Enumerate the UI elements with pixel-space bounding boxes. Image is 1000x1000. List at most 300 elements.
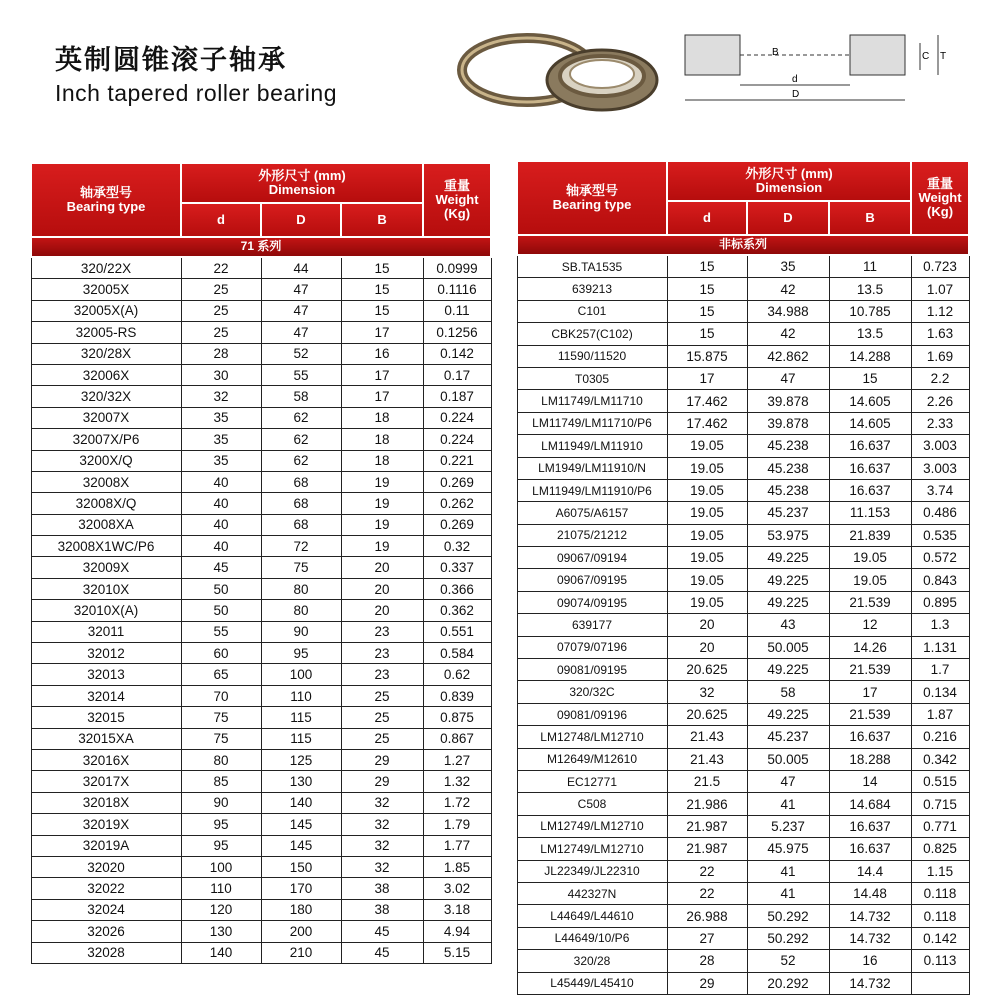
- cell-D: 47: [261, 279, 341, 300]
- cell-D: 58: [747, 681, 829, 703]
- table-row: [517, 502, 969, 524]
- cell-bearing-type: EC12771: [517, 770, 667, 792]
- table-row: [31, 728, 491, 749]
- table-row: [31, 407, 491, 428]
- cell-D: 130: [261, 771, 341, 792]
- cell-bearing-type: 32014: [31, 685, 181, 706]
- cell-bearing-type: 32019X: [31, 814, 181, 835]
- cell-bearing-type: 32020: [31, 856, 181, 877]
- cell-d: 22: [181, 257, 261, 279]
- table-row: [517, 367, 969, 389]
- table-row: [517, 838, 969, 860]
- cell-bearing-type: 21075/21212: [517, 524, 667, 546]
- cell-d: 19.05: [667, 591, 747, 613]
- cell-bearing-type: M12649/M12610: [517, 748, 667, 770]
- cell-weight: 2.33: [911, 412, 969, 434]
- bearing-cross-section-diagram: [680, 25, 950, 115]
- cell-B: 20: [341, 600, 423, 621]
- table-row: [517, 345, 969, 367]
- cell-B: 15: [341, 300, 423, 321]
- table-row: [517, 300, 969, 322]
- cell-B: 10.785: [829, 300, 911, 322]
- cell-D: 42: [747, 323, 829, 345]
- cell-d: 21.43: [667, 726, 747, 748]
- cell-D: 20.292: [747, 972, 829, 994]
- cell-weight: 0.875: [423, 707, 491, 728]
- col-header-dimension: 外形尺寸 (mm) Dimension: [181, 163, 423, 203]
- cell-bearing-type: T0305: [517, 367, 667, 389]
- cell-weight: 0.867: [423, 728, 491, 749]
- cell-B: 23: [341, 621, 423, 642]
- cell-D: 49.225: [747, 569, 829, 591]
- cell-B: 14.288: [829, 345, 911, 367]
- table-row: [31, 771, 491, 792]
- cell-d: 32: [667, 681, 747, 703]
- cell-bearing-type: 320/32X: [31, 386, 181, 407]
- cell-D: 95: [261, 643, 341, 664]
- diagram-label-C: C: [922, 51, 930, 62]
- table-row: [517, 479, 969, 501]
- cell-B: 19: [341, 536, 423, 557]
- cell-bearing-type: LM11749/LM11710/P6: [517, 412, 667, 434]
- cell-D: 47: [261, 322, 341, 343]
- table-row: [517, 703, 969, 725]
- cell-weight: 0.515: [911, 770, 969, 792]
- table-row: [517, 770, 969, 792]
- cell-B: 16: [341, 343, 423, 364]
- cell-weight: 1.77: [423, 835, 491, 856]
- cell-bearing-type: LM11749/LM11710: [517, 390, 667, 412]
- table-row: [31, 749, 491, 770]
- col-header-d: d: [181, 203, 261, 237]
- cell-B: 32: [341, 856, 423, 877]
- cell-d: 20.625: [667, 659, 747, 681]
- cell-D: 47: [747, 770, 829, 792]
- cell-B: 18.288: [829, 748, 911, 770]
- cell-bearing-type: 32007X: [31, 407, 181, 428]
- cell-d: 40: [181, 493, 261, 514]
- table-row: [517, 636, 969, 658]
- cell-B: 16.637: [829, 457, 911, 479]
- table-row: [31, 899, 491, 920]
- cell-B: 19.05: [829, 547, 911, 569]
- table-row: [31, 643, 491, 664]
- cell-weight: 0.771: [911, 815, 969, 837]
- cell-weight: 0.216: [911, 726, 969, 748]
- cell-bearing-type: 3200X/Q: [31, 450, 181, 471]
- cell-weight: 0.1116: [423, 279, 491, 300]
- table-nonstandard-series: [516, 160, 970, 995]
- table-row: [517, 882, 969, 904]
- cell-bearing-type: L45449/L45410: [517, 972, 667, 994]
- table-row: [517, 748, 969, 770]
- cell-d: 75: [181, 728, 261, 749]
- table-row: [517, 927, 969, 949]
- cell-bearing-type: 32009X: [31, 557, 181, 578]
- cell-d: 17.462: [667, 412, 747, 434]
- table-row: [31, 621, 491, 642]
- cell-d: 50: [181, 600, 261, 621]
- cell-d: 26.988: [667, 905, 747, 927]
- cell-d: 20.625: [667, 703, 747, 725]
- table-row: [517, 726, 969, 748]
- cell-d: 85: [181, 771, 261, 792]
- cell-weight: 0.572: [911, 547, 969, 569]
- cell-d: 20: [667, 614, 747, 636]
- cell-d: 19.05: [667, 457, 747, 479]
- table-row: [31, 536, 491, 557]
- cell-B: 17: [341, 364, 423, 385]
- cell-weight: 1.87: [911, 703, 969, 725]
- cell-D: 140: [261, 792, 341, 813]
- col-header-B: B: [829, 201, 911, 235]
- cell-d: 100: [181, 856, 261, 877]
- cell-B: 32: [341, 792, 423, 813]
- table-row: [517, 435, 969, 457]
- cell-weight: 0.32: [423, 536, 491, 557]
- cell-B: 12: [829, 614, 911, 636]
- cell-D: 90: [261, 621, 341, 642]
- cell-B: 20: [341, 578, 423, 599]
- cell-D: 39.878: [747, 390, 829, 412]
- cell-bearing-type: 09081/09195: [517, 659, 667, 681]
- cell-d: 70: [181, 685, 261, 706]
- cell-B: 38: [341, 899, 423, 920]
- cell-B: 18: [341, 407, 423, 428]
- cell-bearing-type: 32005-RS: [31, 322, 181, 343]
- cell-d: 25: [181, 322, 261, 343]
- table-row: [517, 412, 969, 434]
- table-row: [31, 792, 491, 813]
- cell-bearing-type: 320/22X: [31, 257, 181, 279]
- cell-D: 80: [261, 578, 341, 599]
- cell-bearing-type: 32024: [31, 899, 181, 920]
- cell-bearing-type: 639177: [517, 614, 667, 636]
- cell-B: 17: [829, 681, 911, 703]
- cell-B: 25: [341, 707, 423, 728]
- cell-weight: 0.584: [423, 643, 491, 664]
- cell-weight: 0.895: [911, 591, 969, 613]
- table-row: [31, 450, 491, 471]
- cell-d: 19.05: [667, 479, 747, 501]
- cell-d: 21.986: [667, 793, 747, 815]
- cell-weight: 0.1256: [423, 322, 491, 343]
- cell-D: 35: [747, 255, 829, 278]
- cell-weight: 1.79: [423, 814, 491, 835]
- table-71-series: [30, 162, 492, 964]
- table-row: [31, 707, 491, 728]
- cell-bearing-type: 32013: [31, 664, 181, 685]
- cell-bearing-type: LM1949/LM11910/N: [517, 457, 667, 479]
- cell-D: 49.225: [747, 547, 829, 569]
- cell-bearing-type: 32011: [31, 621, 181, 642]
- table-row: [31, 514, 491, 535]
- cell-d: 15.875: [667, 345, 747, 367]
- cell-D: 42.862: [747, 345, 829, 367]
- cell-B: 14.4: [829, 860, 911, 882]
- cell-d: 60: [181, 643, 261, 664]
- cell-D: 45.975: [747, 838, 829, 860]
- cell-weight: 0.11: [423, 300, 491, 321]
- cell-bearing-type: 09081/09196: [517, 703, 667, 725]
- cell-d: 20: [667, 636, 747, 658]
- cell-weight: 0.342: [911, 748, 969, 770]
- table-row: [517, 524, 969, 546]
- cell-d: 21.43: [667, 748, 747, 770]
- cell-D: 68: [261, 493, 341, 514]
- bearing-photo-icon: [452, 18, 672, 128]
- table-row: [517, 815, 969, 837]
- page-title-chinese: 英制圆锥滚子轴承: [55, 45, 287, 75]
- table-row: [517, 950, 969, 972]
- cell-bearing-type: 32010X(A): [31, 600, 181, 621]
- cell-B: 11.153: [829, 502, 911, 524]
- cell-bearing-type: 320/32C: [517, 681, 667, 703]
- cell-B: 32: [341, 835, 423, 856]
- cell-D: 62: [261, 407, 341, 428]
- table-row: [31, 664, 491, 685]
- table-row: [31, 343, 491, 364]
- cell-weight: 2.26: [911, 390, 969, 412]
- cell-d: 40: [181, 536, 261, 557]
- cell-weight: 0.118: [911, 882, 969, 904]
- cell-d: 35: [181, 450, 261, 471]
- cell-D: 45.237: [747, 726, 829, 748]
- cell-d: 55: [181, 621, 261, 642]
- col-header-d: d: [667, 201, 747, 235]
- cell-d: 30: [181, 364, 261, 385]
- cell-d: 28: [181, 343, 261, 364]
- cell-d: 40: [181, 514, 261, 535]
- cell-B: 45: [341, 942, 423, 963]
- col-header-D: D: [261, 203, 341, 237]
- cell-B: 14.48: [829, 882, 911, 904]
- cell-d: 80: [181, 749, 261, 770]
- col-header-bearing-type: 轴承型号 Bearing type: [31, 163, 181, 237]
- cell-D: 150: [261, 856, 341, 877]
- cell-bearing-type: 09067/09195: [517, 569, 667, 591]
- table-row: [517, 457, 969, 479]
- cell-bearing-type: LM11949/LM11910/P6: [517, 479, 667, 501]
- cell-weight: 0.142: [911, 927, 969, 949]
- cell-d: 110: [181, 878, 261, 899]
- cell-D: 68: [261, 514, 341, 535]
- cell-D: 200: [261, 921, 341, 942]
- table-row: [31, 835, 491, 856]
- cell-bearing-type: 32008X1WC/P6: [31, 536, 181, 557]
- cell-bearing-type: 32005X(A): [31, 300, 181, 321]
- cell-bearing-type: 32019A: [31, 835, 181, 856]
- cell-bearing-type: 32010X: [31, 578, 181, 599]
- cell-B: 18: [341, 429, 423, 450]
- cell-bearing-type: 32026: [31, 921, 181, 942]
- cell-weight: 1.12: [911, 300, 969, 322]
- cell-weight: 1.7: [911, 659, 969, 681]
- cell-d: 22: [667, 882, 747, 904]
- cell-d: 25: [181, 300, 261, 321]
- cell-bearing-type: L44649/10/P6: [517, 927, 667, 949]
- cell-D: 34.988: [747, 300, 829, 322]
- table-row: [31, 279, 491, 300]
- cell-B: 16.637: [829, 815, 911, 837]
- cell-B: 14.605: [829, 412, 911, 434]
- cell-d: 75: [181, 707, 261, 728]
- table-row: [517, 905, 969, 927]
- cell-d: 29: [667, 972, 747, 994]
- cell-d: 95: [181, 814, 261, 835]
- cell-bearing-type: LM11949/LM11910: [517, 435, 667, 457]
- table-row: [517, 547, 969, 569]
- cell-B: 15: [341, 257, 423, 279]
- cell-d: 15: [667, 278, 747, 300]
- cell-bearing-type: 32016X: [31, 749, 181, 770]
- cell-weight: 1.15: [911, 860, 969, 882]
- cell-bearing-type: LM12749/LM12710: [517, 815, 667, 837]
- cell-d: 19.05: [667, 502, 747, 524]
- cell-bearing-type: 320/28: [517, 950, 667, 972]
- cell-weight: 3.003: [911, 435, 969, 457]
- cell-B: 17: [341, 322, 423, 343]
- cell-D: 47: [261, 300, 341, 321]
- table-row: [517, 569, 969, 591]
- cell-weight: 0.843: [911, 569, 969, 591]
- cell-weight: 1.63: [911, 323, 969, 345]
- col-header-dimension: 外形尺寸 (mm) Dimension: [667, 161, 911, 201]
- cell-B: 14.732: [829, 927, 911, 949]
- cell-B: 14.605: [829, 390, 911, 412]
- diagram-label-T: T: [940, 51, 947, 62]
- table-row: [31, 322, 491, 343]
- cell-d: 21.5: [667, 770, 747, 792]
- cell-weight: 0.118: [911, 905, 969, 927]
- series-label: 71 系列: [31, 237, 491, 257]
- diagram-label-d: d: [792, 74, 798, 85]
- cell-D: 49.225: [747, 659, 829, 681]
- cell-d: 25: [181, 279, 261, 300]
- cell-D: 42: [747, 278, 829, 300]
- cell-bearing-type: 09067/09194: [517, 547, 667, 569]
- cell-D: 45.238: [747, 479, 829, 501]
- cell-d: 17.462: [667, 390, 747, 412]
- table-row: [31, 364, 491, 385]
- cell-B: 15: [829, 367, 911, 389]
- cell-D: 45.238: [747, 435, 829, 457]
- cell-weight: 0.142: [423, 343, 491, 364]
- cell-B: 16.637: [829, 838, 911, 860]
- col-header-bearing-type: 轴承型号 Bearing type: [517, 161, 667, 235]
- col-header-B: B: [341, 203, 423, 237]
- table-row: [31, 578, 491, 599]
- cell-weight: 0.224: [423, 407, 491, 428]
- cell-D: 210: [261, 942, 341, 963]
- cell-D: 100: [261, 664, 341, 685]
- col-header-weight: 重量 Weight (Kg): [423, 163, 491, 237]
- cell-B: 11: [829, 255, 911, 278]
- cell-weight: 0.262: [423, 493, 491, 514]
- cell-bearing-type: LM12749/LM12710: [517, 838, 667, 860]
- cell-D: 58: [261, 386, 341, 407]
- cell-bearing-type: 32008X: [31, 471, 181, 492]
- cell-bearing-type: 320/28X: [31, 343, 181, 364]
- cell-weight: 0.486: [911, 502, 969, 524]
- table-row: [517, 278, 969, 300]
- cell-bearing-type: 442327N: [517, 882, 667, 904]
- table-row: [31, 300, 491, 321]
- cell-bearing-type: 32018X: [31, 792, 181, 813]
- table-row: [31, 557, 491, 578]
- table-row: [517, 323, 969, 345]
- cell-B: 20: [341, 557, 423, 578]
- cell-weight: 1.72: [423, 792, 491, 813]
- cell-d: 50: [181, 578, 261, 599]
- cell-bearing-type: JL22349/JL22310: [517, 860, 667, 882]
- diagram-label-D: D: [792, 89, 800, 100]
- table-row: [517, 614, 969, 636]
- cell-D: 52: [747, 950, 829, 972]
- cell-B: 16: [829, 950, 911, 972]
- cell-D: 80: [261, 600, 341, 621]
- cell-weight: 1.85: [423, 856, 491, 877]
- cell-weight: 0.362: [423, 600, 491, 621]
- cell-D: 45.237: [747, 502, 829, 524]
- cell-weight: [911, 972, 969, 994]
- cell-B: 21.539: [829, 591, 911, 613]
- cell-d: 15: [667, 255, 747, 278]
- cell-B: 21.539: [829, 703, 911, 725]
- cell-D: 115: [261, 728, 341, 749]
- table-row: [517, 659, 969, 681]
- cell-D: 47: [747, 367, 829, 389]
- cell-D: 72: [261, 536, 341, 557]
- cell-d: 65: [181, 664, 261, 685]
- cell-B: 16.637: [829, 726, 911, 748]
- cell-D: 44: [261, 257, 341, 279]
- cell-B: 14.732: [829, 905, 911, 927]
- table-row: [517, 255, 969, 278]
- cell-D: 145: [261, 814, 341, 835]
- cell-d: 140: [181, 942, 261, 963]
- cell-B: 13.5: [829, 323, 911, 345]
- cell-bearing-type: CBK257(C102): [517, 323, 667, 345]
- table-row: [517, 390, 969, 412]
- cell-weight: 0.715: [911, 793, 969, 815]
- cell-B: 25: [341, 728, 423, 749]
- cell-B: 29: [341, 771, 423, 792]
- cell-d: 130: [181, 921, 261, 942]
- cell-bearing-type: 32028: [31, 942, 181, 963]
- cell-bearing-type: 32012: [31, 643, 181, 664]
- cell-B: 25: [341, 685, 423, 706]
- cell-D: 50.005: [747, 748, 829, 770]
- table-row: [31, 942, 491, 963]
- table-row: [31, 493, 491, 514]
- cell-D: 41: [747, 860, 829, 882]
- col-header-D: D: [747, 201, 829, 235]
- cell-B: 21.539: [829, 659, 911, 681]
- cell-weight: 0.366: [423, 578, 491, 599]
- cell-weight: 0.337: [423, 557, 491, 578]
- cell-d: 95: [181, 835, 261, 856]
- cell-B: 45: [341, 921, 423, 942]
- cell-d: 21.987: [667, 838, 747, 860]
- table-row: [31, 878, 491, 899]
- cell-weight: 2.2: [911, 367, 969, 389]
- cell-d: 32: [181, 386, 261, 407]
- cell-B: 23: [341, 664, 423, 685]
- cell-D: 41: [747, 793, 829, 815]
- cell-d: 120: [181, 899, 261, 920]
- cell-weight: 0.17: [423, 364, 491, 385]
